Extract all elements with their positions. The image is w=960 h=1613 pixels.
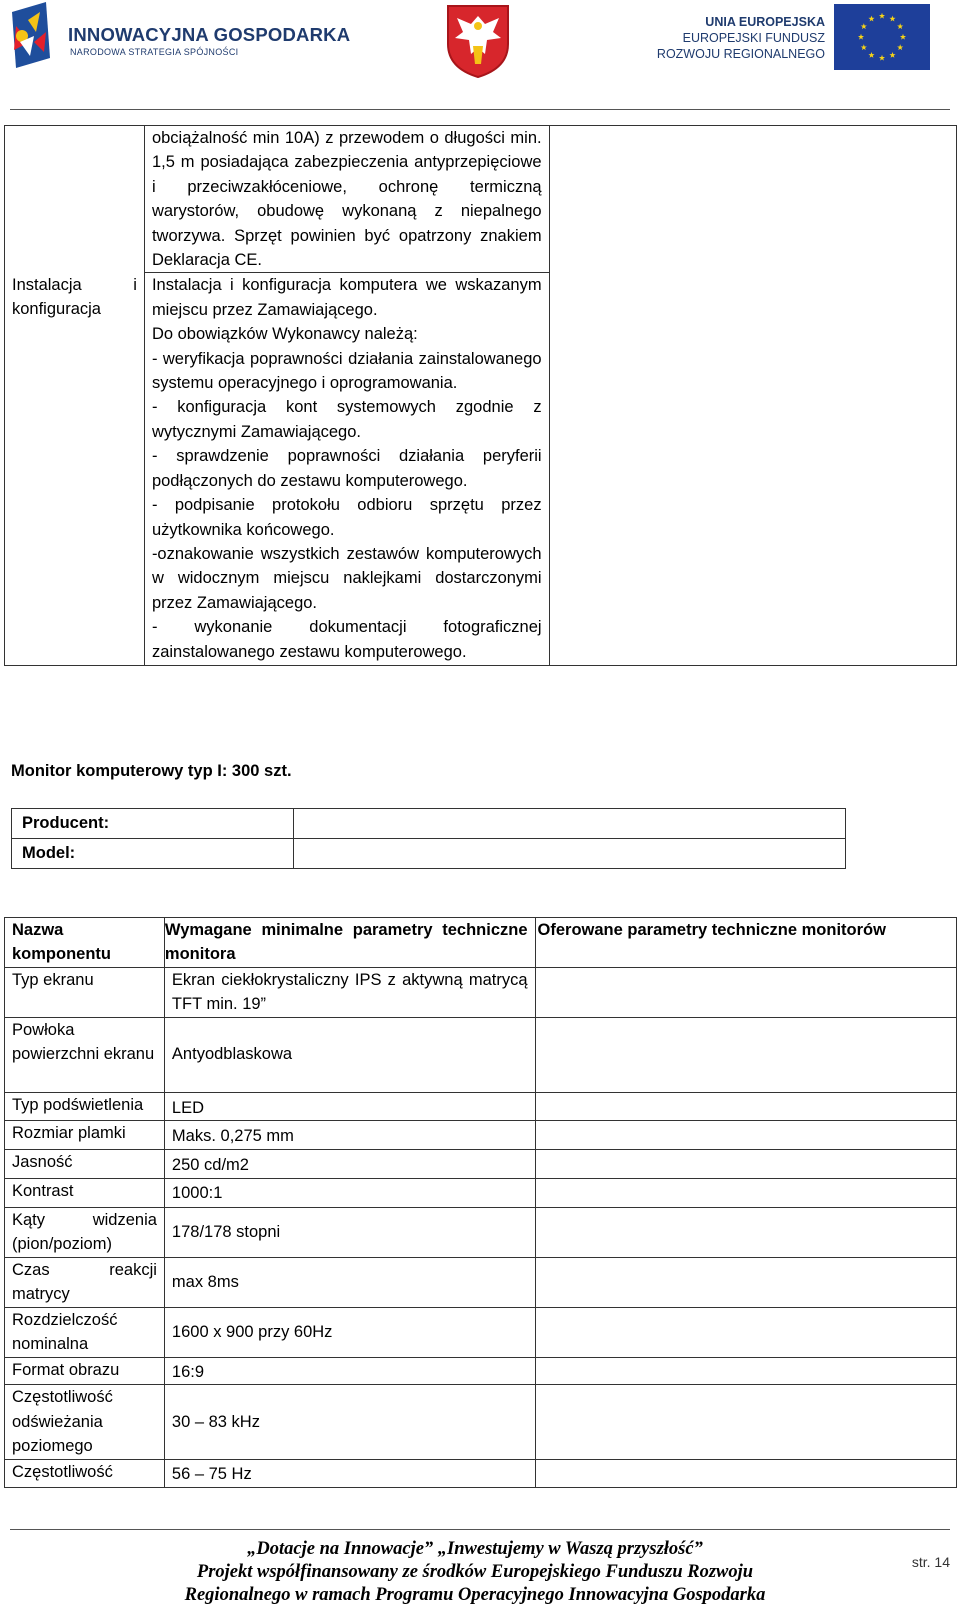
spec-offered-cell bbox=[535, 1092, 956, 1120]
spec-value: 250 cd/m2 bbox=[164, 1150, 535, 1179]
eu-flag-icon bbox=[834, 4, 930, 70]
eu-line3: ROZWOJU REGIONALNEGO bbox=[656, 47, 825, 61]
spec-name: Jasność bbox=[5, 1150, 165, 1179]
spec-row bbox=[5, 1150, 957, 1179]
spec-value: max 8ms bbox=[164, 1258, 535, 1308]
spec-row bbox=[5, 1092, 957, 1120]
spec-row bbox=[5, 1308, 957, 1358]
spec-value: Maks. 0,275 mm bbox=[164, 1121, 535, 1150]
spec-value: LED bbox=[164, 1092, 535, 1120]
spec-value: Antyodblaskowa bbox=[164, 1017, 535, 1092]
footer-divider bbox=[10, 1529, 950, 1530]
spec-offered-cell bbox=[535, 967, 956, 1017]
spec-row bbox=[5, 967, 957, 1017]
spec-value: 56 – 75 Hz bbox=[164, 1460, 535, 1487]
spec-name: Rozdzielczość nominalna bbox=[5, 1308, 165, 1358]
install-line-3: - weryfikacja poprawności działania zainstalowanego systemu operacyjnego i oprogramowania. bbox=[151, 349, 542, 393]
spec-name: Czas reakcji matrycy bbox=[5, 1258, 165, 1308]
model-label: Model: bbox=[12, 839, 294, 869]
install-line-2: Do obowiązków Wykonawcy należą: bbox=[151, 325, 418, 344]
spec-name: Kontrast bbox=[5, 1179, 165, 1208]
spec-row bbox=[5, 1179, 957, 1208]
spec-name: Częstotliwość bbox=[5, 1460, 165, 1487]
installation-requirements bbox=[144, 273, 549, 666]
spec-name: Typ ekranu bbox=[5, 967, 165, 1017]
spec-value: 178/178 stopni bbox=[164, 1208, 535, 1258]
spec-name: Częstotliwość odświeżania poziomego bbox=[5, 1385, 165, 1460]
offered-column-cell bbox=[549, 126, 956, 666]
eu-line2: EUROPEJSKI FUNDUSZ bbox=[682, 31, 825, 45]
producer-label: Producent: bbox=[12, 809, 294, 839]
header-offered: Oferowane parametry techniczne monitorów bbox=[535, 918, 956, 968]
footer-line-1: „Dotacje na Innowacje” „Inwestujemy w Waszą przyszłość” bbox=[247, 1539, 703, 1559]
spec-offered-cell bbox=[535, 1208, 956, 1258]
spec-row bbox=[5, 1017, 957, 1092]
spec-offered-cell bbox=[535, 1460, 956, 1487]
header-required: Wymagane minimalne parametry techniczne monitora bbox=[164, 918, 535, 968]
spec-row bbox=[5, 1121, 957, 1150]
spec-header-row bbox=[5, 918, 957, 968]
installation-table bbox=[4, 125, 957, 666]
spec-offered-cell bbox=[535, 1385, 956, 1460]
spec-value: 30 – 83 kHz bbox=[164, 1385, 535, 1460]
spec-row bbox=[5, 1460, 957, 1487]
spec-offered-cell bbox=[535, 1121, 956, 1150]
page-number: str. 14 bbox=[911, 1554, 950, 1570]
eu-logo bbox=[650, 4, 930, 72]
spec-offered-cell bbox=[535, 1017, 956, 1092]
footer-line-3: Regionalnego w ramach Programu Operacyjnego Innowacyjna Gospodarka bbox=[184, 1585, 766, 1605]
page-header bbox=[0, 0, 960, 105]
spec-offered-cell bbox=[535, 1358, 956, 1385]
model-value-cell bbox=[294, 839, 846, 869]
install-line-6: - podpisanie protokołu odbioru sprzętu przez użytkownika końcowego. bbox=[151, 496, 542, 539]
footer-text bbox=[110, 1538, 840, 1607]
ig-title: INNOWACYJNA GOSPODARKA bbox=[68, 24, 351, 45]
installation-label: Instalacja i konfiguracja bbox=[5, 273, 145, 666]
innowacyjna-gospodarka-logo bbox=[6, 2, 351, 74]
spec-row bbox=[5, 1208, 957, 1258]
empty-label-cell bbox=[5, 126, 145, 273]
spec-offered-cell bbox=[535, 1179, 956, 1208]
spec-name: Powłoka powierzchni ekranu bbox=[5, 1017, 165, 1092]
spec-offered-cell bbox=[535, 1308, 956, 1358]
producer-value-cell bbox=[294, 809, 846, 839]
header-component: Nazwa komponentu bbox=[5, 918, 165, 968]
spec-name: Rozmiar plamki bbox=[5, 1121, 165, 1150]
producer-model-table bbox=[11, 808, 846, 869]
header-divider bbox=[10, 109, 950, 110]
ig-flag-icon bbox=[6, 2, 56, 72]
spec-name: Typ podświetlenia bbox=[5, 1092, 165, 1120]
footer-line-2: Projekt współfinansowany ze środków Europejskiego Funduszu Rozwoju bbox=[196, 1562, 754, 1582]
spec-offered-cell bbox=[535, 1150, 956, 1179]
spec-value: 1600 x 900 przy 60Hz bbox=[164, 1308, 535, 1358]
install-line-7: -oznakowanie wszystkich zestawów komputerowych w widocznym miejscu naklejkami dostarczonymi przez Zamawiającego. bbox=[151, 544, 542, 612]
wielkopolska-crest-icon bbox=[445, 2, 511, 79]
ig-subtitle: NARODOWA STRATEGIA SPÓJNOŚCI bbox=[70, 47, 239, 57]
install-line-8: - wykonanie dokumentacji fotograficznej zainstalowanego zestawu komputerowego. bbox=[151, 618, 542, 661]
spec-row bbox=[5, 1258, 957, 1308]
install-line-1: Instalacja i konfiguracja komputera we wskazanym miejscu przez Zamawiającego. bbox=[151, 276, 542, 319]
spec-value: Ekran ciekłokrystaliczny IPS z aktywną matrycą TFT min. 19” bbox=[164, 967, 535, 1017]
monitor-spec-table bbox=[4, 917, 957, 1488]
monitor-section-title: Monitor komputerowy typ I: 300 szt. bbox=[11, 762, 292, 780]
eu-line1: UNIA EUROPEJSKA bbox=[705, 15, 825, 29]
install-line-5: - sprawdzenie poprawności działania peryferii podłączonych do zestawu komputerowego. bbox=[151, 447, 542, 490]
spec-row bbox=[5, 1385, 957, 1460]
spec-value: 16:9 bbox=[164, 1358, 535, 1385]
spec-name: Format obrazu bbox=[5, 1358, 165, 1385]
spec-offered-cell bbox=[535, 1258, 956, 1308]
install-line-4: - konfiguracja kont systemowych zgodnie z wytycznymi Zamawiającego. bbox=[151, 398, 542, 441]
spec-value: 1000:1 bbox=[164, 1179, 535, 1208]
spec-name: Kąty widzenia (pion/poziom) bbox=[5, 1208, 165, 1258]
spec-row bbox=[5, 1358, 957, 1385]
power-strip-description: obciążalność min 10A) z przewodem o długości min. 1,5 m posiadająca zabezpieczenia antyprzepięciowe i przeciwzakłóceniowe, ochronę termiczną warystorów, obudowę wykonaną z niepalnego tworzywa. Sprzęt powinien być opatrzony znakiem Deklaracja CE. bbox=[144, 126, 549, 273]
